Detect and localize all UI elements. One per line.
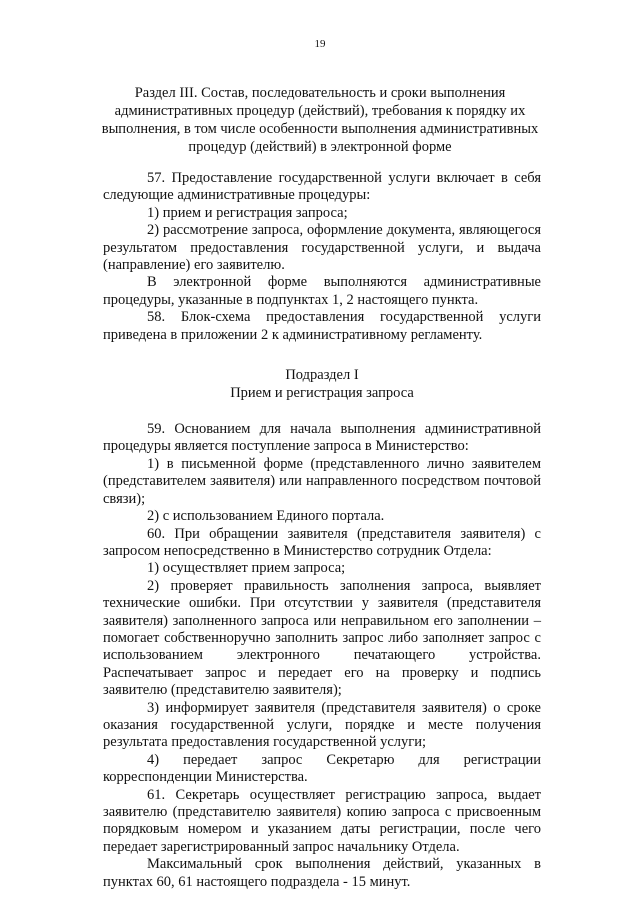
list-item: 4) передает запрос Секретарю для регистрации корреспонденции Министерства.	[103, 751, 541, 786]
section-heading-line: административных процедур (действий), требования к порядку их	[114, 103, 526, 119]
section-heading-line: Раздел III. Состав, последовательность и сроки выполнения	[134, 85, 506, 101]
list-item: 1) прием и регистрация запроса;	[147, 204, 348, 221]
section-heading-line: выполнения, в том числе особенности выполнения административных	[101, 121, 539, 137]
list-item: 2) проверяет правильность заполнения запроса, выявляет технические ошибки. При отсутствии у заявителя (представителя заявителя) заполненного запроса или неправильном его заполнении – помогает собственноручно заполнить запрос либо заполняет запрос с использованием электронного печатающего устройства. Распечатывает запрос и передает его на проверку и подпись заявителю (представителю заявителя);	[103, 577, 541, 699]
subsection-heading	[103, 366, 541, 402]
document-body	[103, 170, 541, 891]
paragraph-max-time: Максимальный срок выполнения действий, указанных в пунктах 60, 61 настоящего подраздела - 15 минут.	[103, 856, 541, 890]
paragraph-58: 58. Блок-схема предоставления государственной услуги приведена в приложении 2 к административному регламенту.	[103, 309, 541, 343]
paragraph-electronic-form: В электронной форме выполняются административные процедуры, указанные в подпунктах 1, 2 настоящего пункта.	[103, 274, 541, 308]
list-item: 1) осуществляет прием запроса;	[147, 560, 346, 577]
paragraph-59: 59. Основанием для начала выполнения административной процедуры является поступление запроса в Министерство:	[103, 421, 541, 455]
subsection-label: Подраздел I	[285, 367, 359, 384]
section-heading-line: процедур (действий) в электронной форме	[188, 139, 452, 155]
list-item: 3) информирует заявителя (представителя заявителя) о сроке оказания государственной услуги, порядке и месте получения результата предоставления государственной услуги;	[103, 699, 541, 751]
list-item: 2) рассмотрение запроса, оформление документа, являющегося результатом предоставления государственной услуги, и выдача (направление) его заявителю.	[103, 222, 541, 274]
list-item: 2) с использованием Единого портала.	[147, 508, 385, 525]
paragraph-57: 57. Предоставление государственной услуги включает в себя следующие административные процедуры:	[103, 170, 541, 204]
paragraph-61: 61. Секретарь осуществляет регистрацию запроса, выдает заявителю (представителю заявителя) копию запроса с присвоенным порядковым номером и указанием даты регистрации, после чего передает зарегистрированный запрос начальнику Отдела.	[103, 786, 541, 855]
paragraph-60: 60. При обращении заявителя (представителя заявителя) с запросом непосредственно в Министерство сотрудник Отдела:	[103, 525, 541, 559]
section-heading	[100, 84, 540, 156]
list-item: 1) в письменной форме (представленного лично заявителем (представителем заявителя) или направленного посредством почтовой связи);	[103, 455, 541, 507]
page-number: 19	[314, 38, 326, 50]
subsection-title: Прием и регистрация запроса	[230, 385, 414, 402]
